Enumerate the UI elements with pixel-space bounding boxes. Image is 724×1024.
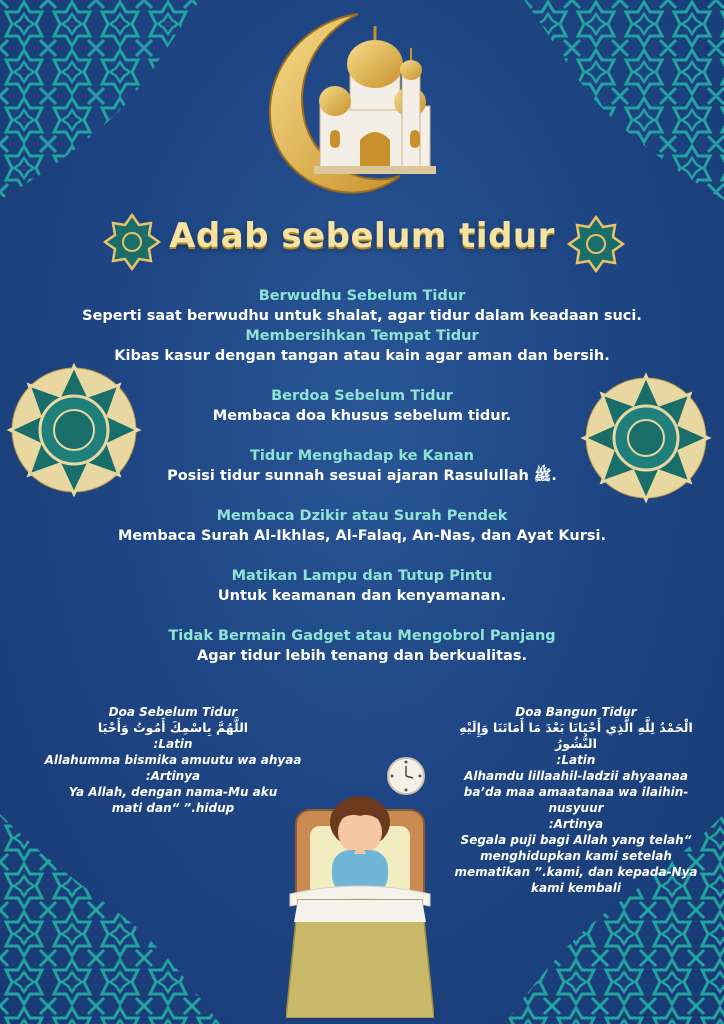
- adab-item-doa: [0, 386, 724, 426]
- adab-item-heading: Tidur Menghadap ke Kanan: [249, 448, 474, 464]
- adab-item-gadget: [0, 626, 724, 666]
- page-title: Adab sebelum tidur: [169, 216, 555, 256]
- adab-item-desc: Kibas kasur dengan tangan atau kain agar aman dan bersih.: [114, 348, 610, 364]
- adab-item-desc: Agar tidur lebih tenang dan berkualitas.: [197, 648, 527, 664]
- doa-title: Doa Sebelum Tidur: [108, 705, 238, 719]
- corner-ornament-top-left: [0, 0, 200, 200]
- adab-item-desc: Seperti saat berwudhu untuk shalat, agar tidur dalam keadaan suci.: [82, 308, 642, 324]
- adab-item-desc: Membaca Surah Al-Ikhlas, Al-Falaq, An-Nas, dan Ayat Kursi.: [118, 528, 606, 544]
- adab-list: [0, 286, 724, 666]
- adab-item-heading: Matikan Lampu dan Tutup Pintu: [231, 568, 493, 584]
- doa-bangun-tidur: [440, 704, 712, 896]
- child-praying-in-bed-illustration: [286, 782, 434, 1018]
- latin-label: :Latin: [153, 737, 193, 751]
- adab-item-heading: Berwudhu Sebelum Tidur: [258, 288, 466, 304]
- adab-item-heading: Tidak Bermain Gadget atau Mengobrol Panjang: [168, 628, 556, 644]
- doa-title: Doa Bangun Tidur: [515, 705, 637, 719]
- adab-item-lights: [0, 566, 724, 606]
- doa-arabic: الْحَمْدُ لِلَّهِ الَّذِي أَحْيَانَا بَعْدَ مَا أَمَاتَنَا وَإِلَيْهِ النُّشُورُ: [459, 720, 693, 751]
- doa-arti: Ya Allah, dengan nama-Mu aku mati dan“ ”.hidup: [68, 785, 278, 815]
- doa-latin: Alhamdu lillaahil-ladzii ahyaanaa ba’da maa amaatanaa wa ilaihin-nusyuur: [463, 769, 689, 815]
- doa-arti: Segala puji bagi Allah yang telah“ menghidupkan kami setelah mematikan ”.kami, dan kepada-Nya kami kembali: [454, 833, 698, 895]
- latin-label: :Latin: [556, 753, 596, 767]
- arti-label: :Artinya: [145, 769, 201, 783]
- adab-item-heading: Membersihkan Tempat Tidur: [245, 328, 479, 344]
- adab-item-desc: Membaca doa khusus sebelum tidur.: [212, 408, 512, 424]
- doa-latin: Allahumma bismika amuutu wa ahyaa: [44, 753, 302, 767]
- arti-label: :Artinya: [548, 817, 604, 831]
- adab-item-clean-bed: [0, 326, 724, 366]
- adab-item-heading: Berdoa Sebelum Tidur: [271, 388, 453, 404]
- crescent-mosque-illustration: [250, 6, 450, 202]
- adab-item-heading: Membaca Dzikir atau Surah Pendek: [216, 508, 508, 524]
- corner-ornament-bottom-left: [0, 814, 220, 1024]
- adab-item-desc: Untuk keamanan dan kenyamanan.: [217, 588, 507, 604]
- doa-arabic: اللَّهُمَّ بِاسْمِكَ أَمُوتُ وَأَحْيَا: [97, 720, 249, 735]
- corner-ornament-top-right: [524, 0, 724, 200]
- doa-sebelum-tidur: [28, 704, 318, 816]
- adab-item-right-side: [0, 446, 724, 486]
- adab-item-dzikir: [0, 506, 724, 546]
- adab-item-wudhu: [0, 286, 724, 326]
- adab-item-desc: Posisi tidur sunnah sesuai ajaran Rasulullah ﷺ.: [167, 468, 557, 484]
